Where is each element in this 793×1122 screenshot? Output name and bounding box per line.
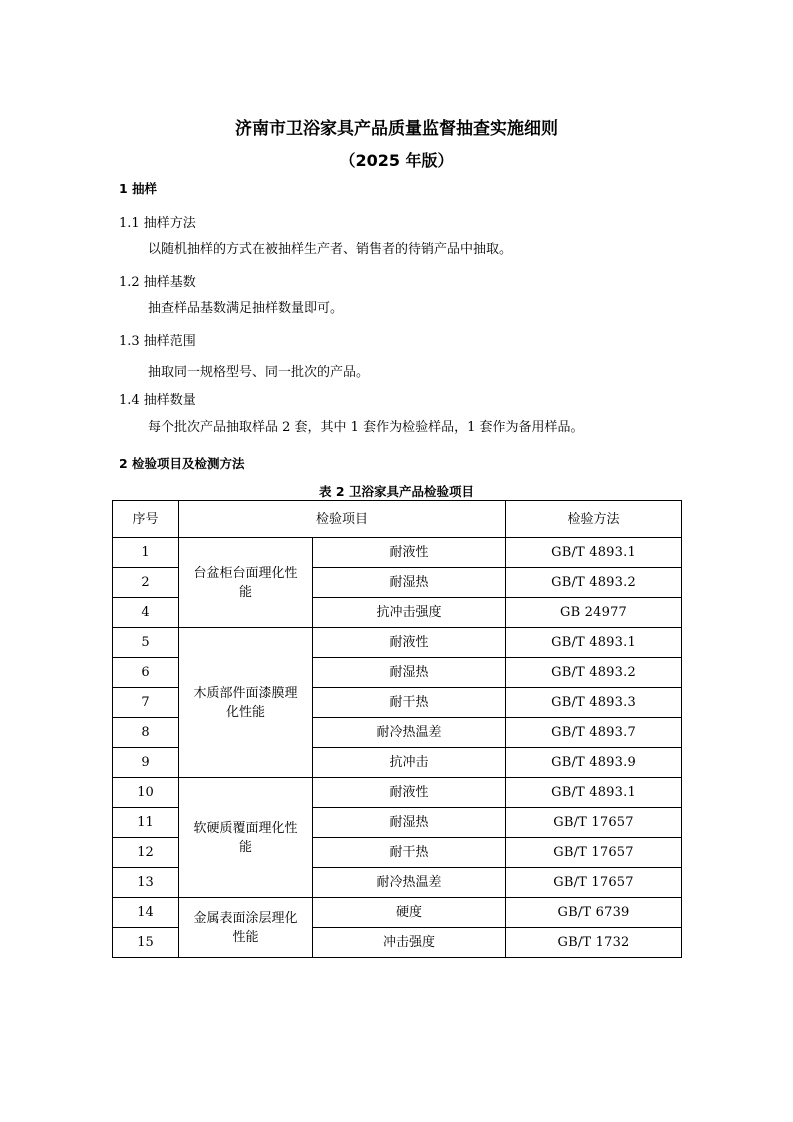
section-1-4-text: 每个批次产品抽取样品 2 套，其中 1 套作为检验样品，1 套作为备用样品。	[148, 420, 584, 435]
row-item: 耐液性	[313, 778, 506, 808]
row-item: 冲击强度	[313, 928, 506, 958]
row-method: GB/T 4893.3	[506, 688, 682, 718]
header-item: 检验项目	[179, 501, 506, 538]
row-item: 耐湿热	[313, 658, 506, 688]
table-caption: 表 2 卫浴家具产品检验项目	[319, 484, 474, 499]
row-seq: 4	[113, 598, 179, 628]
row-item: 耐冷热温差	[313, 718, 506, 748]
group-name: 软硬质覆面理化性能	[179, 778, 313, 898]
row-method: GB/T 4893.9	[506, 748, 682, 778]
row-seq: 12	[113, 838, 179, 868]
row-item: 耐液性	[313, 538, 506, 568]
row-item: 耐冷热温差	[313, 868, 506, 898]
row-method: GB/T 17657	[506, 808, 682, 838]
row-item: 耐湿热	[313, 568, 506, 598]
row-item: 耐干热	[313, 838, 506, 868]
row-item: 耐干热	[313, 688, 506, 718]
row-method: GB/T 4893.1	[506, 628, 682, 658]
row-seq: 13	[113, 868, 179, 898]
row-method: GB/T 6739	[506, 898, 682, 928]
row-item: 硬度	[313, 898, 506, 928]
row-seq: 5	[113, 628, 179, 658]
row-seq: 10	[113, 778, 179, 808]
row-item: 抗冲击强度	[313, 598, 506, 628]
group-name: 木质部件面漆膜理化性能	[179, 628, 313, 778]
row-method: GB/T 17657	[506, 868, 682, 898]
section-1-1-heading: 1.1 抽样方法	[119, 216, 196, 231]
row-method: GB 24977	[506, 598, 682, 628]
document-title: 济南市卫浴家具产品质量监督抽查实施细则	[235, 119, 558, 139]
row-method: GB/T 4893.2	[506, 568, 682, 598]
row-method: GB/T 17657	[506, 838, 682, 868]
section-1-2-heading: 1.2 抽样基数	[119, 275, 196, 290]
row-item: 耐液性	[313, 628, 506, 658]
row-seq: 7	[113, 688, 179, 718]
row-seq: 15	[113, 928, 179, 958]
row-seq: 2	[113, 568, 179, 598]
table-row	[113, 778, 682, 808]
group-name: 金属表面涂层理化性能	[179, 898, 313, 958]
section-1-3-heading: 1.3 抽样范围	[119, 334, 196, 349]
header-seq: 序号	[113, 501, 179, 538]
header-method: 检验方法	[506, 501, 682, 538]
table-header-row	[113, 501, 682, 538]
table-row	[113, 898, 682, 928]
section-1-3-text: 抽取同一规格型号、同一批次的产品。	[148, 365, 370, 380]
row-seq: 14	[113, 898, 179, 928]
row-method: GB/T 4893.2	[506, 658, 682, 688]
row-item: 抗冲击	[313, 748, 506, 778]
section-1-4-heading: 1.4 抽样数量	[119, 393, 196, 408]
section-1-1-text: 以随机抽样的方式在被抽样生产者、销售者的待销产品中抽取。	[148, 242, 513, 257]
section-2-heading: 2 检验项目及检测方法	[119, 456, 245, 471]
row-method: GB/T 4893.1	[506, 778, 682, 808]
table-row	[113, 538, 682, 568]
inspection-items-table	[112, 500, 682, 958]
row-method: GB/T 4893.7	[506, 718, 682, 748]
row-seq: 1	[113, 538, 179, 568]
row-seq: 9	[113, 748, 179, 778]
row-seq: 6	[113, 658, 179, 688]
row-seq: 11	[113, 808, 179, 838]
group-name: 台盆柜台面理化性能	[179, 538, 313, 628]
row-item: 耐湿热	[313, 808, 506, 838]
row-method: GB/T 1732	[506, 928, 682, 958]
table-row	[113, 628, 682, 658]
row-method: GB/T 4893.1	[506, 538, 682, 568]
row-seq: 8	[113, 718, 179, 748]
section-1-2-text: 抽查样品基数满足抽样数量即可。	[148, 301, 344, 316]
document-subtitle: （2025 年版）	[339, 151, 454, 170]
section-1-heading: 1 抽样	[119, 181, 158, 196]
